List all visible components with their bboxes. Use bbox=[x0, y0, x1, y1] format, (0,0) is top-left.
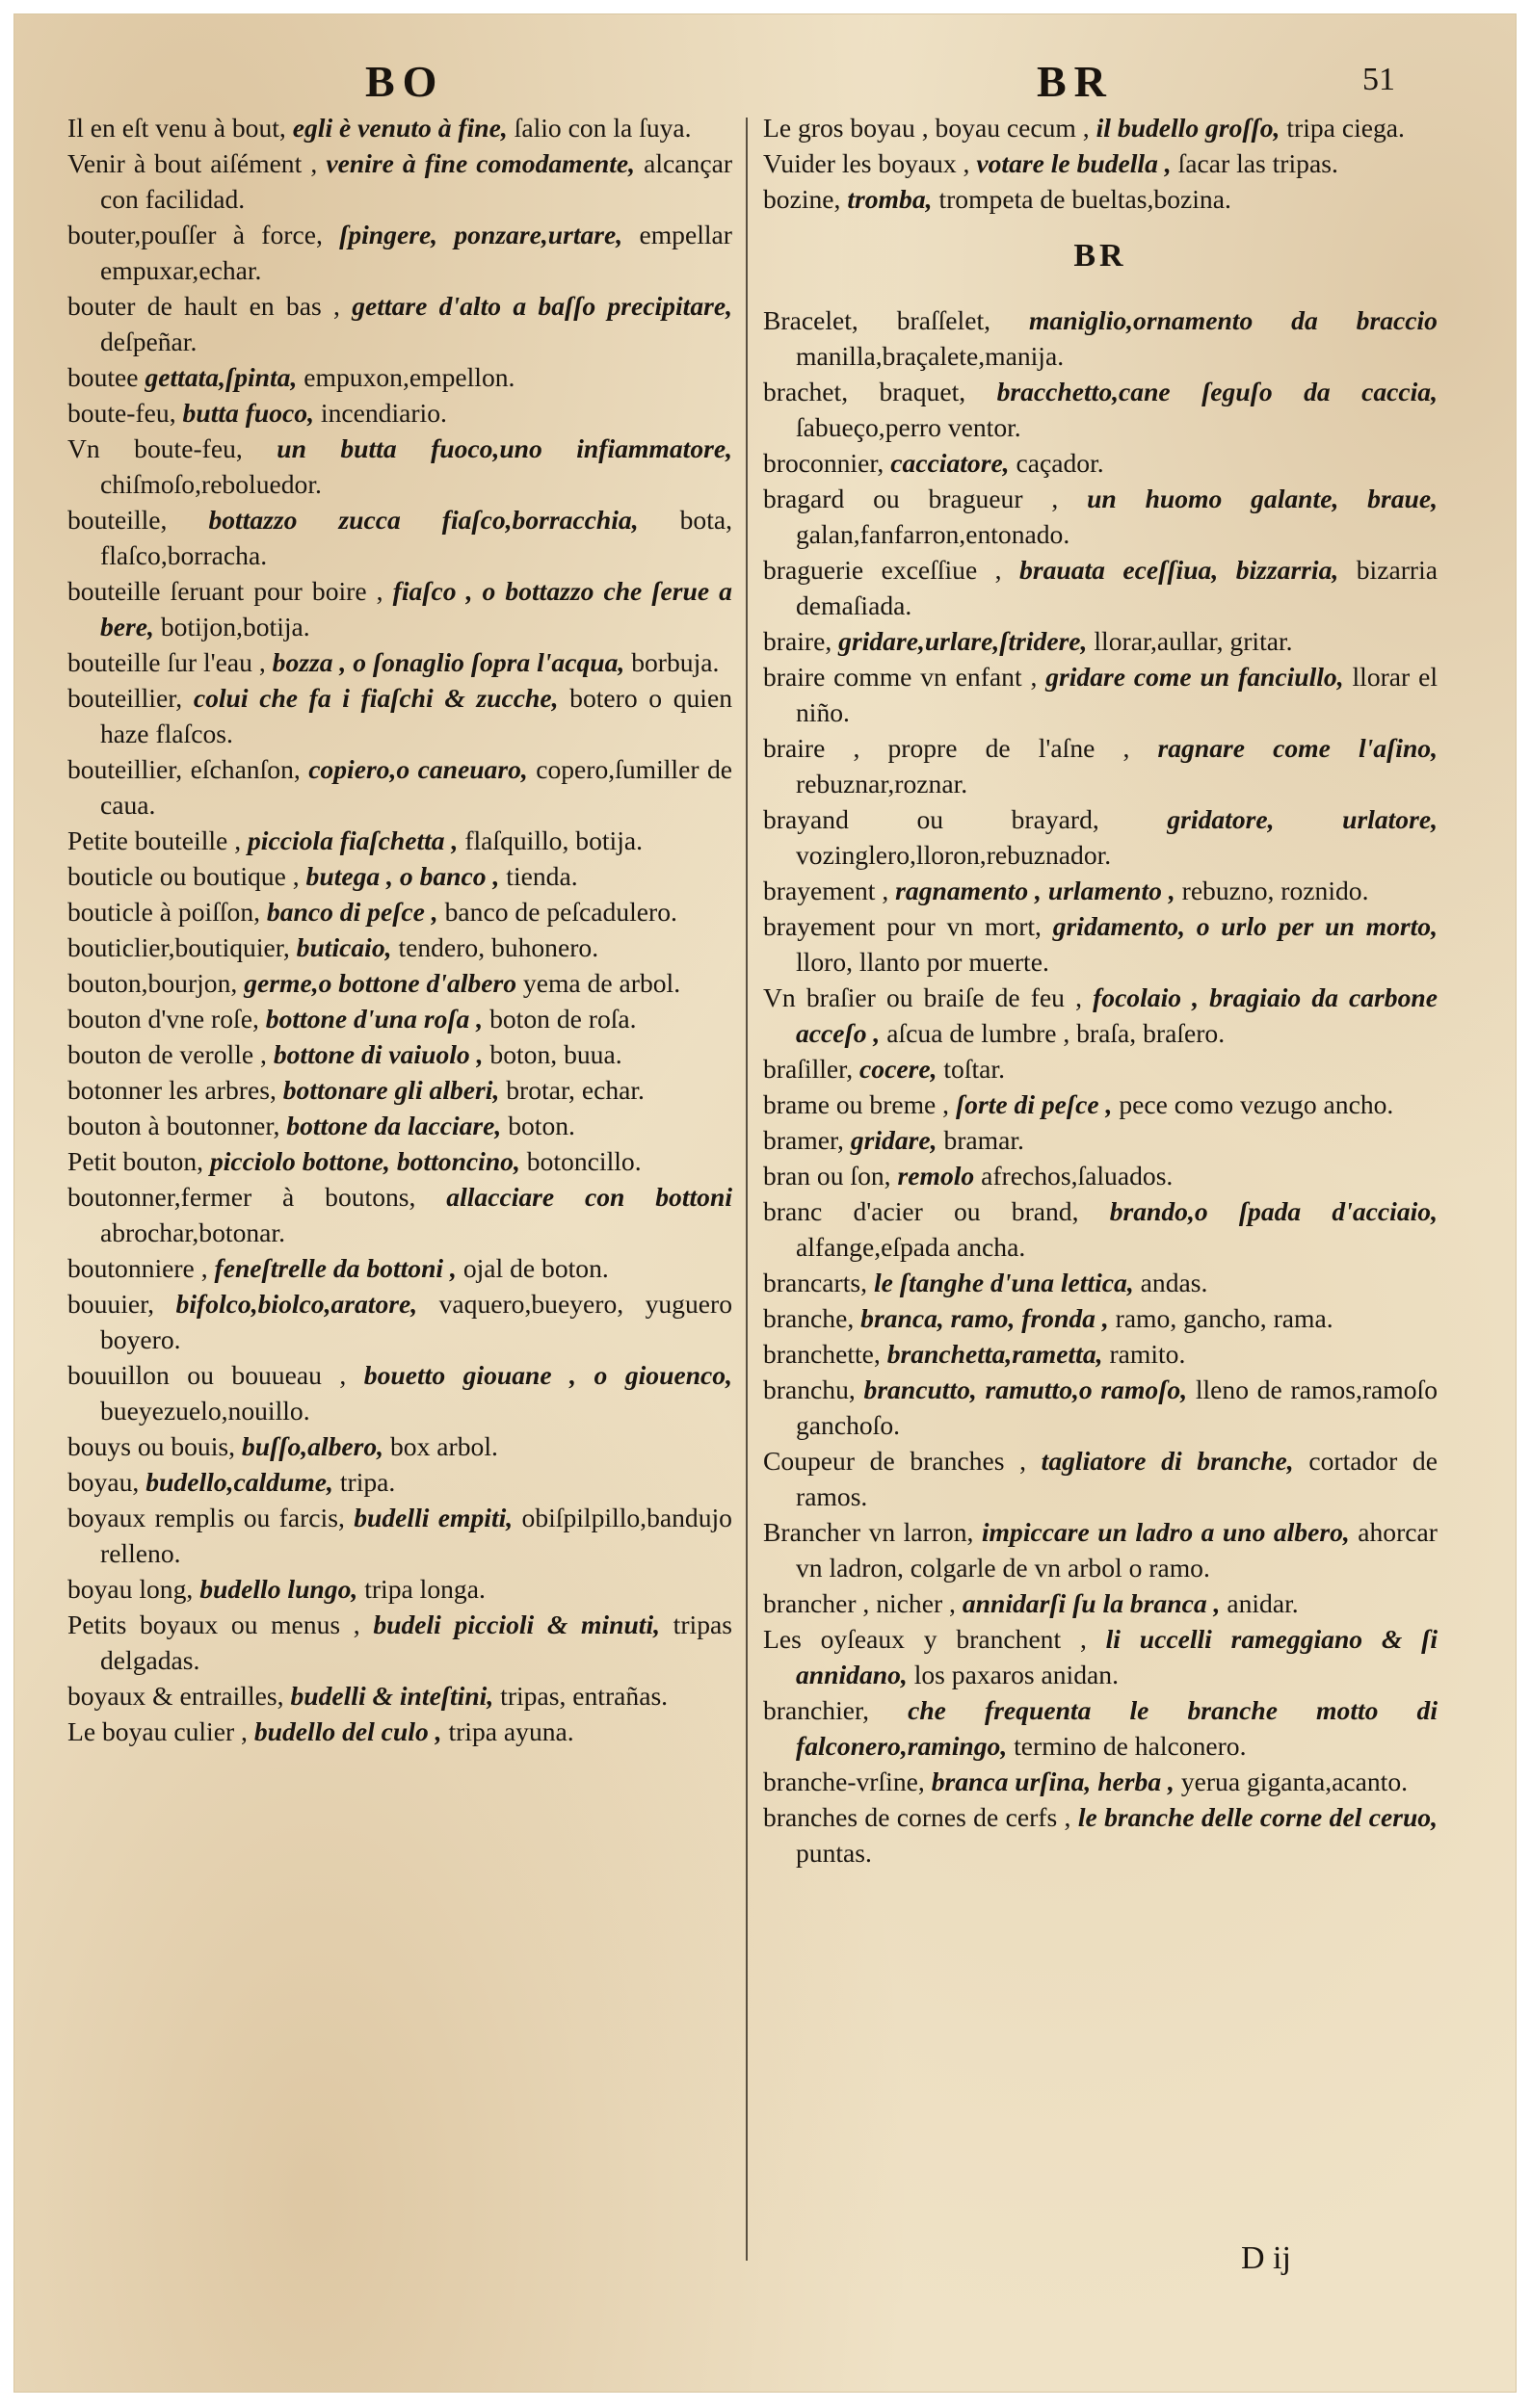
dictionary-entry bbox=[67, 1500, 732, 1571]
dictionary-entry bbox=[763, 1764, 1438, 1799]
book-page bbox=[13, 13, 1517, 2393]
entry-french: boyaux remplis ou farcis, bbox=[67, 1503, 345, 1532]
left-column bbox=[67, 110, 732, 1749]
dictionary-entry bbox=[763, 1514, 1438, 1585]
entry-spanish: abrochar,botonar. bbox=[100, 1217, 285, 1247]
entry-french: Petit bouton, bbox=[67, 1146, 204, 1176]
entry-spanish: botero o quien haze flaſcos. bbox=[100, 683, 732, 748]
dictionary-entry bbox=[763, 873, 1438, 908]
entry-spanish: toſtar. bbox=[943, 1054, 1005, 1084]
entry-french: Brancher vn larron, bbox=[763, 1517, 974, 1547]
entry-spanish: botijon,botija. bbox=[160, 612, 310, 641]
entry-italian: colui che fa i fiaſchi & zucche, bbox=[193, 683, 559, 713]
entry-french: Vn boute-feu, bbox=[67, 433, 243, 463]
entry-italian: ragnamento , urlamento , bbox=[895, 876, 1175, 905]
entry-italian: cocere, bbox=[859, 1054, 937, 1084]
entry-italian: picciola fiaſchetta , bbox=[248, 825, 459, 855]
entry-italian: votare le budella , bbox=[976, 148, 1172, 178]
entry-french: bouter de hault en bas , bbox=[67, 291, 340, 321]
entry-italian: fiaſco , o bottazzo che ſerue a bere, bbox=[100, 576, 732, 641]
entry-french: brame ou breme , bbox=[763, 1089, 950, 1119]
entry-italian: il budello groſſo, bbox=[1095, 113, 1280, 143]
entry-french: branches de cornes de cerfs , bbox=[763, 1802, 1071, 1832]
entry-spanish: deſpeñar. bbox=[100, 327, 198, 356]
entry-spanish: aſcua de lumbre , braſa, braſero. bbox=[886, 1018, 1226, 1048]
entry-italian: gridare, bbox=[850, 1125, 937, 1155]
dictionary-entry bbox=[67, 894, 732, 929]
entry-spanish: borbuja. bbox=[631, 647, 720, 677]
dictionary-entry bbox=[763, 1300, 1438, 1336]
entry-spanish: ſabueço,perro ventor. bbox=[796, 412, 1021, 442]
entry-spanish: boton, buua. bbox=[489, 1039, 622, 1069]
entry-french: Petite bouteille , bbox=[67, 825, 242, 855]
dictionary-entry bbox=[763, 1621, 1438, 1692]
entry-spanish: tripas, entrañas. bbox=[500, 1681, 669, 1711]
entry-french: branchette, bbox=[763, 1339, 881, 1369]
entry-italian: bifolco,biolco,aratore, bbox=[175, 1289, 418, 1319]
dictionary-entry bbox=[763, 1193, 1438, 1265]
entry-french: braguerie exceſſiue , bbox=[763, 555, 1002, 585]
entry-french: Il en eſt venu à bout, bbox=[67, 113, 286, 143]
entry-spanish: galan,fanfarron,entonado. bbox=[796, 519, 1070, 549]
page-number: 51 bbox=[1362, 62, 1395, 97]
entry-french: bouteille ſur l'eau , bbox=[67, 647, 266, 677]
entry-spanish: flaſquillo, botija. bbox=[464, 825, 644, 855]
entry-italian: budelli & inteſtini, bbox=[290, 1681, 494, 1711]
dictionary-entry bbox=[67, 1607, 732, 1678]
entry-italian: bottazzo zucca fiaſco,borracchia, bbox=[208, 505, 639, 535]
entry-spanish: alfange,eſpada ancha. bbox=[796, 1232, 1026, 1262]
dictionary-entry bbox=[763, 908, 1438, 980]
dictionary-entry bbox=[763, 1372, 1438, 1443]
right-column bbox=[763, 110, 1438, 1871]
entry-italian: feneſtrelle da bottoni , bbox=[214, 1253, 457, 1283]
entry-french: bouticlier,boutiquier, bbox=[67, 932, 290, 962]
entry-spanish: tripa ayuna. bbox=[448, 1716, 574, 1746]
entry-italian: le branche delle corne del ceruo, bbox=[1077, 1802, 1438, 1832]
entry-italian: budello lungo, bbox=[199, 1574, 358, 1604]
entry-french: boyau long, bbox=[67, 1574, 194, 1604]
dictionary-entry bbox=[67, 929, 732, 965]
entry-french: Venir à bout aiſément , bbox=[67, 148, 318, 178]
dictionary-entry bbox=[67, 1072, 732, 1108]
entry-french: Vuider les boyaux , bbox=[763, 148, 970, 178]
dictionary-entry bbox=[67, 1464, 732, 1500]
entry-italian: brancutto, ramutto,o ramoſo, bbox=[863, 1374, 1188, 1404]
right-column-top-entries bbox=[763, 110, 1438, 217]
entry-italian: buſſo,albero, bbox=[241, 1431, 384, 1461]
dictionary-entry bbox=[763, 1265, 1438, 1300]
dictionary-entry bbox=[67, 1678, 732, 1714]
entry-spanish: pece como vezugo ancho. bbox=[1119, 1089, 1394, 1119]
dictionary-entry bbox=[67, 1108, 732, 1143]
entry-italian: germe,o bottone d'albero bbox=[244, 968, 517, 998]
entry-french: Bracelet, braſſelet, bbox=[763, 305, 991, 335]
entry-french: Le gros boyau , boyau cecum , bbox=[763, 113, 1090, 143]
dictionary-entry bbox=[67, 359, 732, 395]
entry-french: branchier, bbox=[763, 1695, 869, 1725]
entry-french: boutee bbox=[67, 362, 139, 392]
entry-french: broconnier, bbox=[763, 448, 884, 478]
entry-italian: cacciatore, bbox=[890, 448, 1010, 478]
entry-spanish: caçador. bbox=[1016, 448, 1104, 478]
entry-french: Coupeur de branches , bbox=[763, 1446, 1026, 1476]
dictionary-entry bbox=[763, 181, 1438, 217]
entry-italian: gettare d'alto a baſſo precipitare, bbox=[352, 291, 732, 321]
entry-italian: bottonare gli alberi, bbox=[282, 1075, 500, 1105]
entry-spanish: obiſpilpillo,bandujo relleno. bbox=[100, 1503, 732, 1568]
entry-italian: branca urſina, herba , bbox=[931, 1767, 1175, 1796]
entry-spanish: termino de halconero. bbox=[1014, 1731, 1247, 1761]
entry-italian: butega , o banco , bbox=[305, 861, 500, 891]
entry-italian: banco di peſce , bbox=[266, 897, 438, 927]
entry-italian: gettata,ſpinta, bbox=[145, 362, 298, 392]
dictionary-entry bbox=[67, 1143, 732, 1179]
entry-spanish: anidar. bbox=[1227, 1588, 1299, 1618]
dictionary-entry bbox=[67, 1036, 732, 1072]
dictionary-entry bbox=[67, 1571, 732, 1607]
dictionary-entry bbox=[67, 680, 732, 751]
entry-spanish: ahorcar vn ladron, colgarle de vn arbol o ramo. bbox=[796, 1517, 1438, 1583]
entry-italian: impiccare un ladro a uno albero, bbox=[981, 1517, 1350, 1547]
entry-french: brayement , bbox=[763, 876, 889, 905]
dictionary-entry bbox=[67, 395, 732, 431]
entry-french: bouticle ou boutique , bbox=[67, 861, 300, 891]
entry-french: Vn braſier ou braiſe de feu , bbox=[763, 982, 1082, 1012]
dictionary-entry bbox=[763, 1443, 1438, 1514]
dictionary-entry bbox=[763, 1086, 1438, 1122]
entry-french: brachet, braquet, bbox=[763, 377, 966, 406]
entry-italian: egli è venuto à fine, bbox=[292, 113, 508, 143]
dictionary-entry bbox=[763, 659, 1438, 730]
entry-french: brayement pour vn mort, bbox=[763, 911, 1042, 941]
dictionary-entry bbox=[763, 1158, 1438, 1193]
entry-french: bran ou ſon, bbox=[763, 1161, 891, 1191]
entry-french: brayand ou brayard, bbox=[763, 804, 1099, 834]
dictionary-entry bbox=[67, 858, 732, 894]
entry-spanish: tripa ciega. bbox=[1286, 113, 1405, 143]
entry-spanish: yema de arbol. bbox=[522, 968, 681, 998]
entry-french: bragard ou bragueur , bbox=[763, 484, 1059, 513]
entry-spanish: ramo, gancho, rama. bbox=[1115, 1303, 1333, 1333]
entry-italian: buticaio, bbox=[296, 932, 392, 962]
dictionary-entry bbox=[67, 431, 732, 502]
entry-french: bouter,pouſſer à force, bbox=[67, 220, 323, 249]
entry-italian: ſorte di peſce , bbox=[955, 1089, 1113, 1119]
dictionary-entry bbox=[763, 1336, 1438, 1372]
entry-french: Petits boyaux ou menus , bbox=[67, 1610, 360, 1639]
entry-italian: bottone di vaiuolo , bbox=[273, 1039, 484, 1069]
entry-italian: brando,o ſpada d'acciaio, bbox=[1109, 1196, 1438, 1226]
dictionary-entry bbox=[67, 145, 732, 217]
entry-french: Le boyau culier , bbox=[67, 1716, 248, 1746]
entry-italian: che frequenta le branche motto di falconero,ramingo, bbox=[796, 1695, 1438, 1761]
entry-french: branche-vrſine, bbox=[763, 1767, 925, 1796]
entry-spanish: lloro, llanto por muerte. bbox=[796, 947, 1049, 977]
entry-spanish: empellar empuxar,echar. bbox=[100, 220, 732, 285]
entry-spanish: copero,ſumiller de caua. bbox=[100, 754, 732, 820]
dictionary-entry bbox=[67, 1250, 732, 1286]
entry-spanish: empuxon,empellon. bbox=[304, 362, 515, 392]
entry-italian: brauata eceſſiua, bizzarria, bbox=[1019, 555, 1339, 585]
entry-french: bouton,bourjon, bbox=[67, 968, 238, 998]
entry-spanish: cortador de ramos. bbox=[796, 1446, 1438, 1511]
dictionary-entry bbox=[763, 1692, 1438, 1764]
entry-spanish: rebuzno, roznido. bbox=[1181, 876, 1369, 905]
entry-french: bouteillier, eſchanſon, bbox=[67, 754, 301, 784]
section-heading-br: BR bbox=[1073, 238, 1127, 274]
entry-italian: branchetta,rametta, bbox=[886, 1339, 1103, 1369]
entry-spanish: llorar,aullar, gritar. bbox=[1094, 626, 1293, 656]
entry-italian: budelli empiti, bbox=[354, 1503, 514, 1532]
entry-french: branche, bbox=[763, 1303, 855, 1333]
entry-spanish: tienda. bbox=[506, 861, 578, 891]
entry-italian: tromba, bbox=[847, 184, 933, 214]
dictionary-entry bbox=[763, 730, 1438, 801]
entry-french: branchu, bbox=[763, 1374, 856, 1404]
entry-italian: ragnare come l'aſino, bbox=[1157, 733, 1438, 763]
entry-french: bouuillon ou bouueau , bbox=[67, 1360, 347, 1390]
entry-french: boutonner,fermer à boutons, bbox=[67, 1182, 416, 1212]
entry-italian: gridamento, o urlo per un morto, bbox=[1052, 911, 1439, 941]
entry-spanish: yerua giganta,acanto. bbox=[1180, 1767, 1409, 1796]
entry-italian: focolaio , bragiaio da carbone acceſo , bbox=[796, 982, 1438, 1048]
entry-italian: allacciare con bottoni bbox=[446, 1182, 732, 1212]
entry-spanish: incendiario. bbox=[320, 398, 447, 428]
right-column-br-entries bbox=[763, 302, 1438, 1871]
entry-french: bouton d'vne roſe, bbox=[67, 1004, 259, 1034]
dictionary-entry bbox=[763, 1122, 1438, 1158]
entry-french: bouys ou bouis, bbox=[67, 1431, 236, 1461]
entry-french: boyau, bbox=[67, 1467, 140, 1497]
entry-italian: bozza , o ſonaglio ſopra l'acqua, bbox=[272, 647, 625, 677]
dictionary-entry bbox=[67, 502, 732, 573]
dictionary-entry bbox=[763, 445, 1438, 481]
dictionary-entry bbox=[67, 1001, 732, 1036]
entry-spanish: tendero, buhonero. bbox=[398, 932, 599, 962]
entry-italian: budello del culo , bbox=[253, 1716, 442, 1746]
entry-italian: tagliatore di branche, bbox=[1041, 1446, 1294, 1476]
entry-spanish: los paxaros anidan. bbox=[913, 1660, 1119, 1689]
column-divider bbox=[746, 118, 748, 2261]
entry-italian: gridare come un fanciullo, bbox=[1045, 662, 1344, 692]
entry-spanish: vozinglero,lloron,rebuznador. bbox=[796, 840, 1112, 870]
entry-french: bouteillier, bbox=[67, 683, 183, 713]
entry-italian: gridatore, urlatore, bbox=[1167, 804, 1438, 834]
entry-french: braire, bbox=[763, 626, 832, 656]
dictionary-entry bbox=[763, 1051, 1438, 1086]
entry-french: brancarts, bbox=[763, 1268, 868, 1297]
dictionary-entry bbox=[67, 1428, 732, 1464]
entry-italian: un butta fuoco,uno infiammatore, bbox=[277, 433, 732, 463]
dictionary-entry bbox=[67, 573, 732, 644]
dictionary-entry bbox=[67, 217, 732, 288]
running-head-left: BO bbox=[365, 57, 445, 106]
entry-spanish: banco de peſcadulero. bbox=[444, 897, 677, 927]
dictionary-entry bbox=[67, 751, 732, 823]
entry-spanish: brotar, echar. bbox=[506, 1075, 645, 1105]
entry-french: boyaux & entrailles, bbox=[67, 1681, 284, 1711]
entry-french: bouton de verolle , bbox=[67, 1039, 267, 1069]
entry-italian: budello,caldume, bbox=[145, 1467, 333, 1497]
entry-spanish: tripa longa. bbox=[364, 1574, 486, 1604]
entry-spanish: tripa. bbox=[339, 1467, 396, 1497]
dictionary-entry bbox=[67, 965, 732, 1001]
entry-french: boute-feu, bbox=[67, 398, 176, 428]
entry-french: brancher , nicher , bbox=[763, 1588, 956, 1618]
entry-spanish: trompeta de bueltas,bozina. bbox=[938, 184, 1231, 214]
dictionary-entry bbox=[67, 1179, 732, 1250]
entry-french: branc d'acier ou brand, bbox=[763, 1196, 1079, 1226]
entry-spanish: manilla,braçalete,manija. bbox=[796, 341, 1065, 371]
entry-spanish: puntas. bbox=[796, 1838, 872, 1868]
entry-spanish: bizarria demaſiada. bbox=[796, 555, 1438, 620]
entry-spanish: afrechos,ſaluados. bbox=[981, 1161, 1174, 1191]
dictionary-entry bbox=[67, 644, 732, 680]
entry-french: Les oyſeaux y branchent , bbox=[763, 1624, 1087, 1654]
entry-spanish: vaquero,bueyero, yuguero boyero. bbox=[100, 1289, 733, 1354]
entry-italian: remolo bbox=[897, 1161, 975, 1191]
dictionary-entry bbox=[763, 980, 1438, 1051]
entry-spanish: llorar el niño. bbox=[796, 662, 1438, 727]
entry-italian: venire à fine comodamente, bbox=[326, 148, 636, 178]
entry-italian: le ſtanghe d'una lettica, bbox=[873, 1268, 1134, 1297]
entry-french: braire comme vn enfant , bbox=[763, 662, 1038, 692]
entry-spanish: bota, flaſco,borracha. bbox=[100, 505, 733, 570]
dictionary-entry bbox=[763, 302, 1438, 374]
entry-spanish: boton de roſa. bbox=[489, 1004, 637, 1034]
entry-spanish: chiſmoſo,reboluedor. bbox=[100, 469, 322, 499]
dictionary-entry bbox=[763, 623, 1438, 659]
entry-french: boutonniere , bbox=[67, 1253, 208, 1283]
dictionary-entry bbox=[763, 552, 1438, 623]
entry-italian: picciolo bottone, bottoncino, bbox=[209, 1146, 520, 1176]
entry-french: bouticle à poiſſon, bbox=[67, 897, 261, 927]
entry-italian: un huomo galante, braue, bbox=[1087, 484, 1438, 513]
entry-french: bouton à boutonner, bbox=[67, 1111, 280, 1140]
entry-french: braire , propre de l'aſne , bbox=[763, 733, 1130, 763]
dictionary-entry bbox=[763, 145, 1438, 181]
dictionary-entry bbox=[67, 1714, 732, 1749]
dictionary-entry bbox=[763, 801, 1438, 873]
dictionary-entry bbox=[67, 1357, 732, 1428]
entry-spanish: rebuznar,roznar. bbox=[796, 769, 968, 798]
entry-spanish: botoncillo. bbox=[526, 1146, 642, 1176]
entry-french: bozine, bbox=[763, 184, 841, 214]
dictionary-entry bbox=[67, 823, 732, 858]
entry-french: bramer, bbox=[763, 1125, 844, 1155]
entry-italian: copiero,o caneuaro, bbox=[308, 754, 528, 784]
entry-italian: bouetto giouane , o giouenco, bbox=[363, 1360, 732, 1390]
entry-french: bouteille ſeruant pour boire , bbox=[67, 576, 383, 606]
entry-french: braſiller, bbox=[763, 1054, 854, 1084]
entry-spanish: bramar. bbox=[943, 1125, 1024, 1155]
signature-mark: D ij bbox=[1241, 2240, 1291, 2276]
dictionary-entry bbox=[763, 481, 1438, 552]
entry-french: bouuier, bbox=[67, 1289, 155, 1319]
entry-spanish: bueyezuelo,nouillo. bbox=[100, 1396, 310, 1426]
entry-spanish: tripas delgadas. bbox=[100, 1610, 732, 1675]
entry-french: botonner les arbres, bbox=[67, 1075, 277, 1105]
entry-italian: annidarſi ſu la branca , bbox=[962, 1588, 1221, 1618]
dictionary-entry bbox=[763, 1585, 1438, 1621]
entry-spanish: box arbol. bbox=[390, 1431, 498, 1461]
entry-italian: li uccelli rameggiano & ſi annidano, bbox=[796, 1624, 1438, 1689]
entry-spanish: andas. bbox=[1140, 1268, 1208, 1297]
entry-italian: ſpingere, ponzare,urtare, bbox=[339, 220, 623, 249]
dictionary-entry bbox=[763, 374, 1438, 445]
dictionary-entry bbox=[67, 1286, 732, 1357]
entry-italian: budeli piccioli & minuti, bbox=[373, 1610, 661, 1639]
entry-italian: bottone da lacciare, bbox=[286, 1111, 502, 1140]
dictionary-entry bbox=[763, 110, 1438, 145]
running-head-right: BR bbox=[1037, 57, 1114, 106]
dictionary-entry bbox=[763, 1799, 1438, 1871]
entry-spanish: ſalio con la ſuya. bbox=[514, 113, 692, 143]
entry-spanish: alcançar con facilidad. bbox=[100, 148, 733, 214]
entry-spanish: boton. bbox=[508, 1111, 575, 1140]
entry-italian: maniglio,ornamento da braccio bbox=[1028, 305, 1438, 335]
entry-french: bouteille, bbox=[67, 505, 168, 535]
entry-italian: branca, ramo, fronda , bbox=[860, 1303, 1109, 1333]
dictionary-entry bbox=[67, 288, 732, 359]
entry-italian: gridare,urlare,ſtridere, bbox=[838, 626, 1088, 656]
entry-italian: butta fuoco, bbox=[182, 398, 314, 428]
entry-italian: bracchetto,cane ſeguſo da caccia, bbox=[996, 377, 1438, 406]
entry-spanish: ojal de boton. bbox=[462, 1253, 609, 1283]
entry-spanish: ramito. bbox=[1109, 1339, 1186, 1369]
dictionary-entry bbox=[67, 110, 732, 145]
entry-spanish: lleno de ramos,ramoſo ganchoſo. bbox=[796, 1374, 1438, 1440]
entry-italian: bottone d'una roſa , bbox=[265, 1004, 484, 1034]
entry-spanish: ſacar las tripas. bbox=[1177, 148, 1338, 178]
